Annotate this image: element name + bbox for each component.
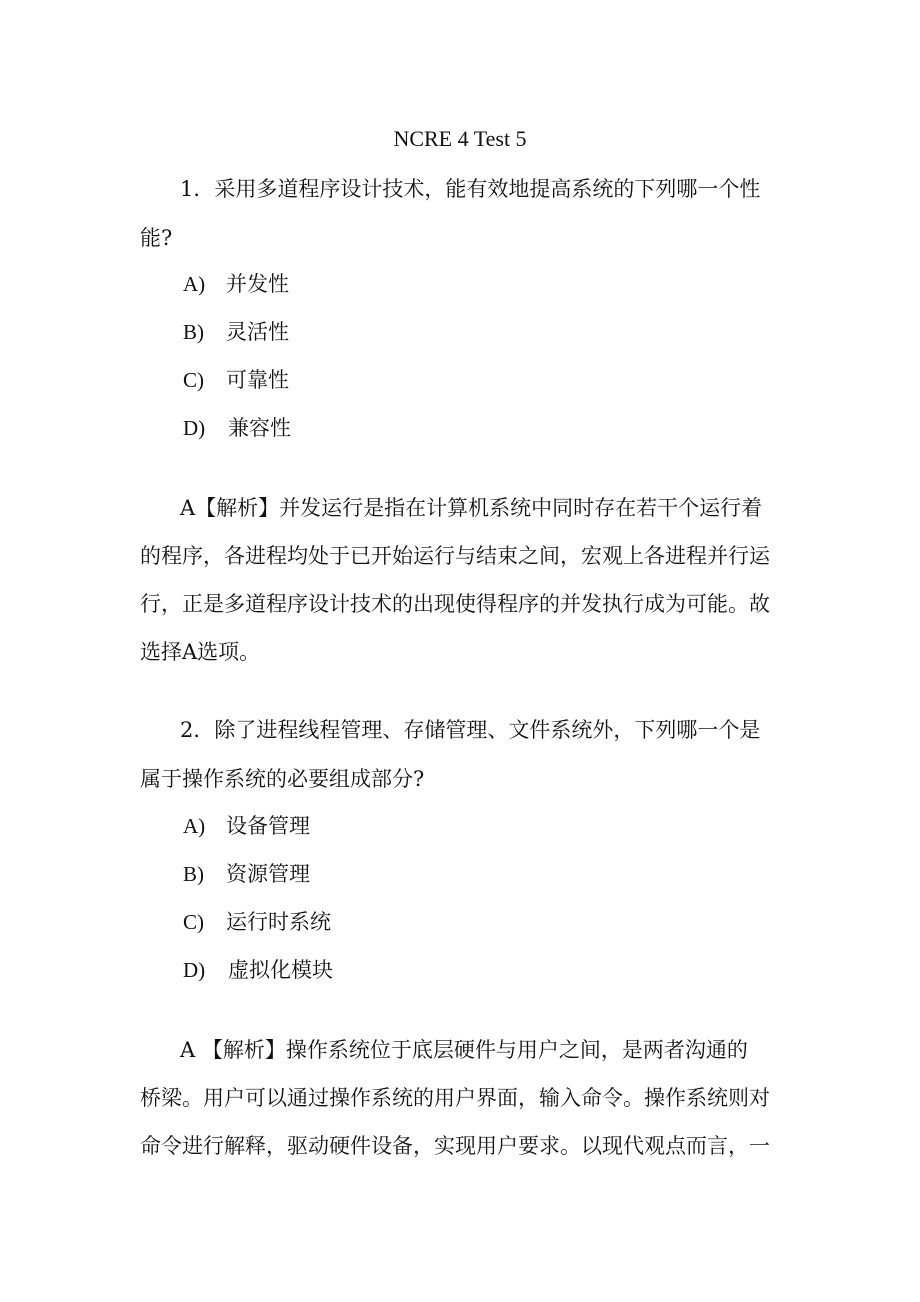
question-1-stem-line-2: 能? <box>140 226 173 250</box>
question-1-option-d-letter: D) <box>183 416 206 440</box>
question-1-analysis-line-2: 的程序，各进程均处于已开始运行与结束之间，宏观上各进程并行运 <box>140 544 770 568</box>
question-1-analysis-line-4: 选择A选项。 <box>140 640 261 664</box>
question-1-analysis-line-1: A【解析】并发运行是指在计算机系统中同时存在若干个运行着 <box>180 496 763 520</box>
question-2-option-c-text: 运行时系统 <box>226 910 331 934</box>
question-2-analysis-line-2: 桥梁。用户可以通过操作系统的用户界面，输入命令。操作系统则对 <box>140 1086 770 1110</box>
question-1-stem-line-1: 1．采用多道程序设计技术，能有效地提高系统的下列哪一个性 <box>180 177 761 201</box>
question-2-option-b-text: 资源管理 <box>226 862 310 886</box>
document-title: NCRE 4 Test 5 <box>393 126 527 151</box>
question-1-option-b-text: 灵活性 <box>226 320 289 344</box>
question-2-option-a-letter: A) <box>183 814 206 838</box>
question-2-option-c-letter: C) <box>183 910 204 934</box>
question-2-option-d-text: 虚拟化模块 <box>228 958 333 982</box>
question-2-option-d-letter: D) <box>183 958 206 982</box>
question-2-option-a-text: 设备管理 <box>226 814 310 838</box>
question-2-stem-line-2: 属于操作系统的必要组成部分? <box>140 767 425 791</box>
question-1-option-a-text: 并发性 <box>226 272 289 296</box>
question-2-analysis-line-1: A 【解析】操作系统位于底层硬件与用户之间，是两者沟通的 <box>180 1038 748 1062</box>
question-1-option-c-letter: C) <box>183 368 204 392</box>
question-1-option-b-letter: B) <box>183 320 204 344</box>
question-2-analysis-line-3: 命令进行解释，驱动硬件设备，实现用户要求。以现代观点而言，一 <box>140 1134 770 1158</box>
question-2-option-b-letter: B) <box>183 862 204 886</box>
question-1-option-d-text: 兼容性 <box>228 416 291 440</box>
question-1-option-a-letter: A) <box>183 272 206 296</box>
question-2-stem-line-1: 2．除了进程线程管理、存储管理、文件系统外，下列哪一个是 <box>180 718 761 742</box>
question-1-analysis-line-3: 行，正是多道程序设计技术的出现使得程序的并发执行成为可能。故 <box>140 592 770 616</box>
question-1-option-c-text: 可靠性 <box>226 368 289 392</box>
